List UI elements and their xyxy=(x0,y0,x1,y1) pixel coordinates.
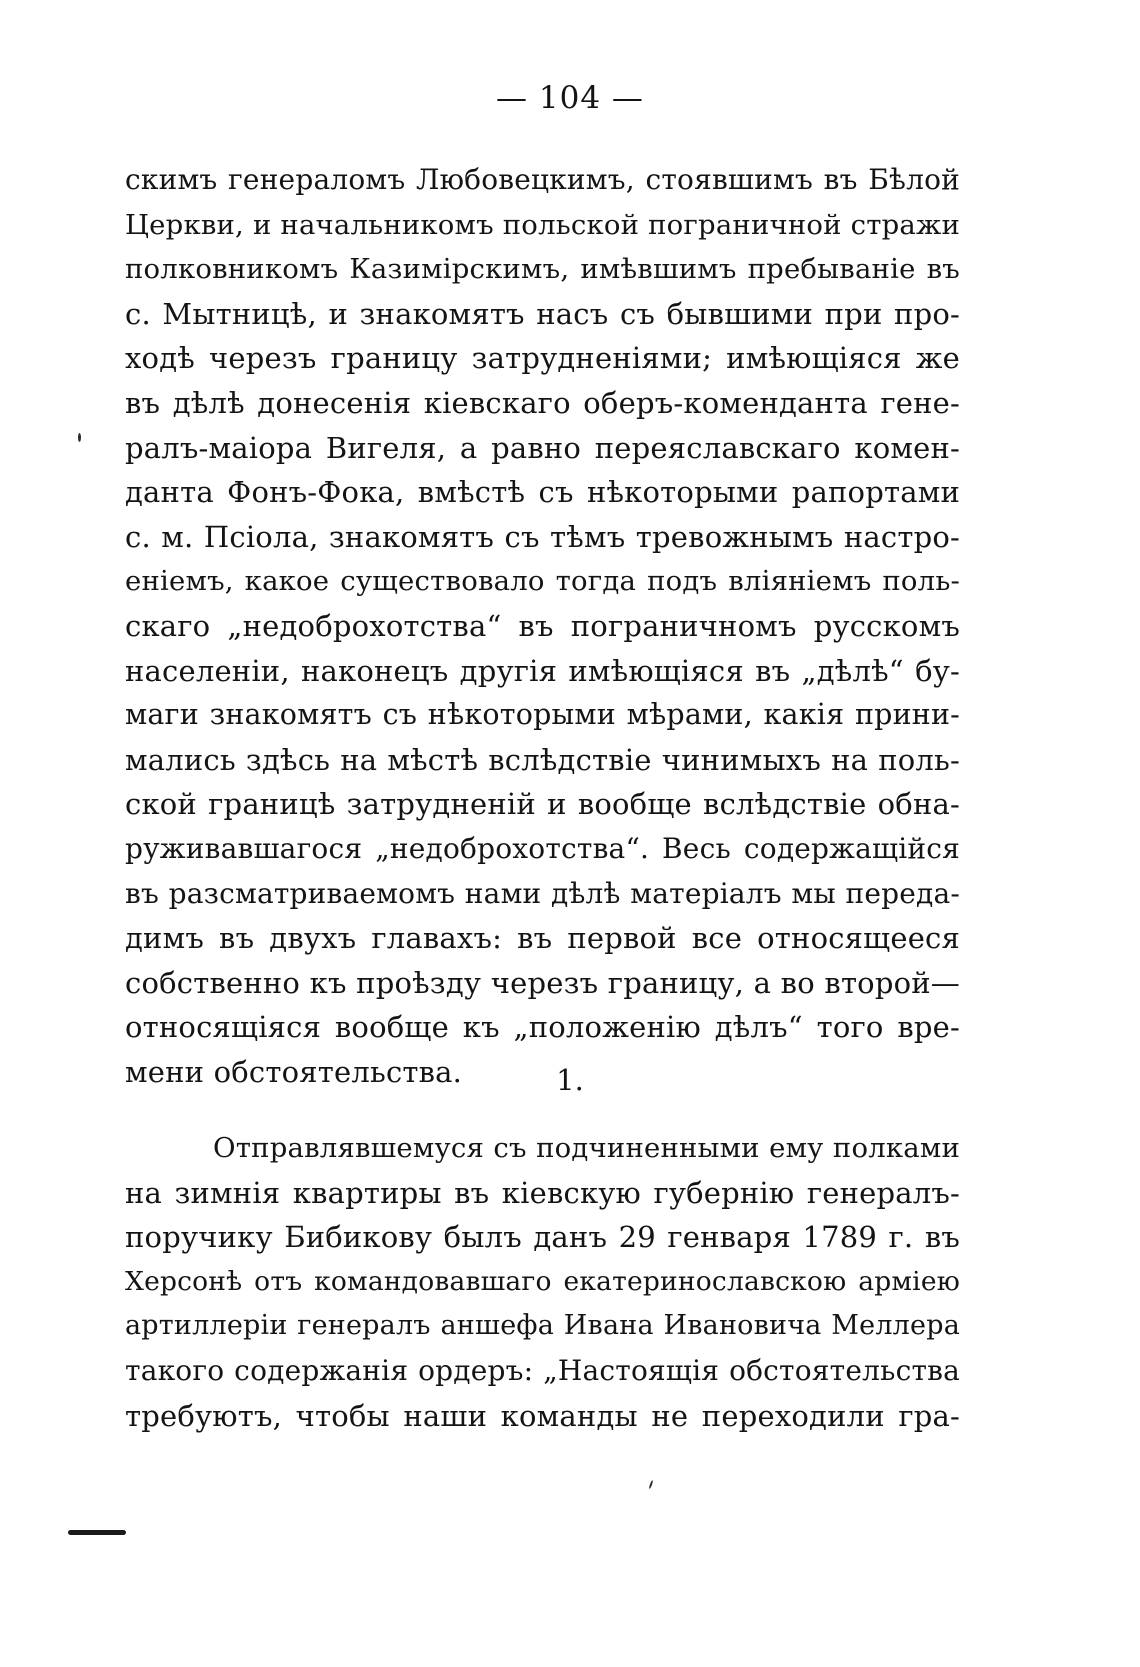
text-line: еніемъ, какое существовало тогда подъ вліяніемъ поль- xyxy=(125,565,960,598)
text-line: такого содержанія ордеръ: „Настоящія обстоятельства xyxy=(125,1353,960,1387)
text-line: полковникомъ Казимірскимъ, имѣвшимъ пребываніе въ xyxy=(125,253,960,286)
text-line: артиллеріи генералъ аншефа Ивана Ивановича Меллера xyxy=(125,1310,960,1342)
text-line: маги знакомятъ съ нѣкоторыми мѣрами, какія прини- xyxy=(125,698,960,732)
text-line: населеніи, наконецъ другія имѣющіяся въ „дѣлѣ“ бу- xyxy=(125,653,960,688)
text-line: скаго „недоброхотства“ въ пограничномъ русскомъ xyxy=(125,608,960,643)
text-line: въ дѣлѣ донесенія кіевскаго оберъ-коменданта гене- xyxy=(125,385,960,420)
ink-speck xyxy=(649,1480,654,1489)
ink-speck xyxy=(78,433,81,442)
text-line: Херсонѣ отъ командовавшаго екатеринославскою арміею xyxy=(125,1265,960,1297)
text-line: ралъ-маіора Вигеля, а равно переяславскаго комен- xyxy=(125,430,960,465)
text-line: требуютъ, чтобы наши команды не переходили гра- xyxy=(125,1398,960,1433)
text-line: ской границѣ затрудненій и вообще вслѣдствіе обна- xyxy=(125,787,960,822)
text-line: мались здѣсь на мѣстѣ вслѣдствіе чинимыхъ на поль- xyxy=(125,742,960,777)
paragraph-2 xyxy=(125,1126,960,1438)
text-line: Церкви, и начальникомъ польской пограничной стражи xyxy=(125,208,961,241)
text-line: мени обстоятельства. xyxy=(125,1054,463,1089)
text-line: с. Мытницѣ, и знакомятъ насъ съ бывшими при про- xyxy=(125,296,960,331)
text-line: поручику Бибикову былъ данъ 29 генваря 1789 г. въ xyxy=(125,1220,960,1255)
text-line: руживавшагося „недоброхотства“. Весь содержащійся xyxy=(125,831,960,865)
section-number: 1. xyxy=(556,1063,584,1097)
text-line: въ разсматриваемомъ нами дѣлѣ матеріалъ мы переда- xyxy=(125,876,960,910)
text-line: димъ въ двухъ главахъ: въ первой все относящееся xyxy=(125,921,960,956)
margin-dash-mark xyxy=(68,1530,126,1535)
text-line: Отправлявшемуся съ подчиненными ему полками xyxy=(213,1132,960,1164)
text-line: относящіяся вообще къ „положенію дѣлъ“ того вре- xyxy=(125,1010,960,1045)
paragraph-1 xyxy=(125,158,960,1094)
text-line: ходѣ черезъ границу затрудненіями; имѣющіяся же xyxy=(125,341,960,376)
text-line: собственно къ проѣзду черезъ границу, а во второй— xyxy=(125,965,960,1000)
text-line: данта Фонъ-Фока, вмѣстѣ съ нѣкоторыми рапортами xyxy=(125,475,960,510)
page-number: — 104 — xyxy=(496,80,644,116)
text-line: скимъ генераломъ Любовецкимъ, стоявшимъ въ Бѣлой xyxy=(125,163,960,196)
text-line: на зимнія квартиры въ кіевскую губернію генералъ- xyxy=(125,1175,960,1210)
text-line: с. м. Псіола, знакомятъ съ тѣмъ тревожнымъ настро- xyxy=(125,519,960,554)
